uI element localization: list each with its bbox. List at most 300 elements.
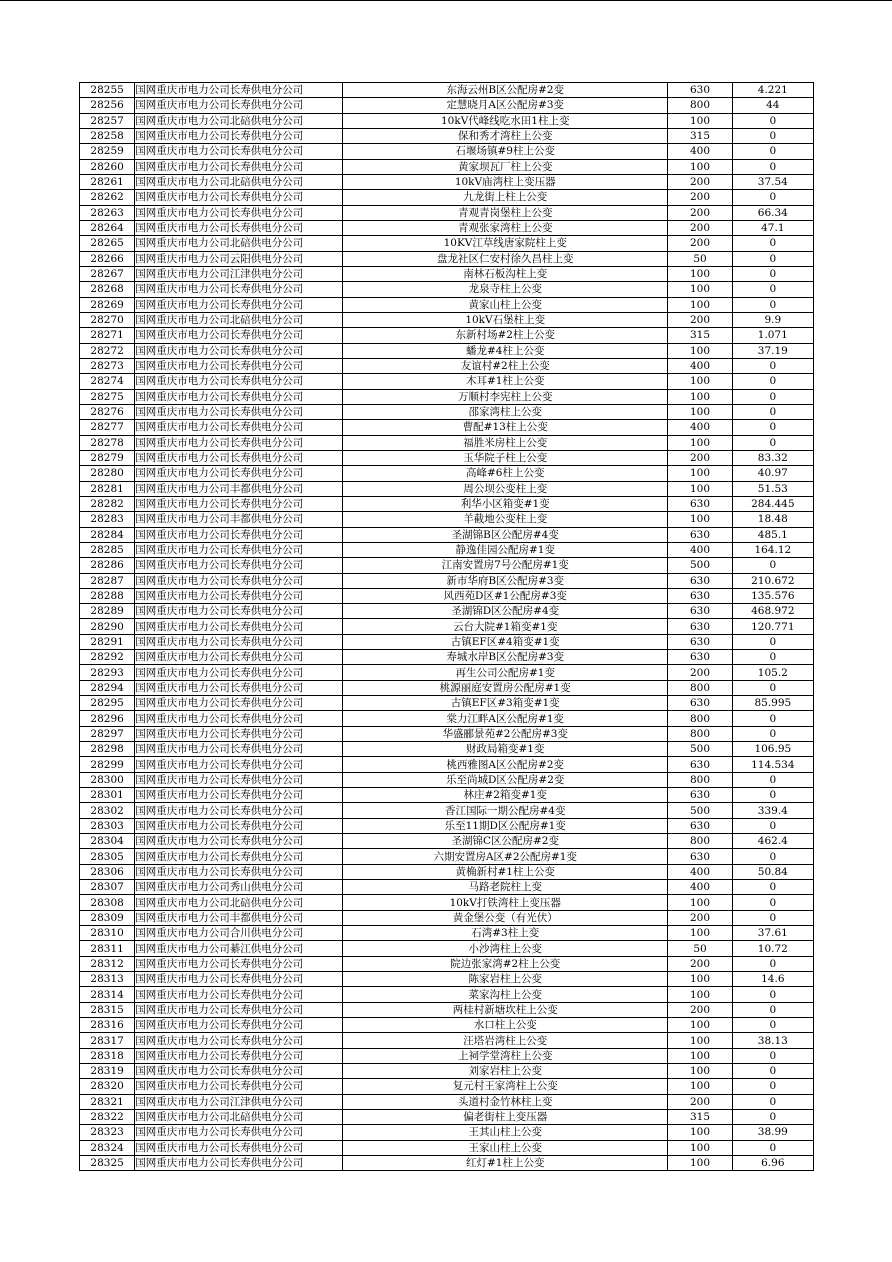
table-row (80, 1125, 814, 1140)
company-name: 国网重庆市电力公司北碚供电分公司 (135, 174, 343, 189)
transformer-name: 定慧晓月A区公配房#3变 (343, 98, 668, 113)
row-id: 28323 (80, 1125, 135, 1140)
row-id: 28300 (80, 772, 135, 787)
table-row (80, 757, 814, 772)
load-value: 0 (732, 113, 813, 128)
capacity-value: 800 (668, 834, 732, 849)
table-row (80, 420, 814, 435)
company-name: 国网重庆市电力公司长寿供电分公司 (135, 128, 343, 143)
table-row (80, 1155, 814, 1170)
company-name: 国网重庆市电力公司丰都供电分公司 (135, 481, 343, 496)
load-value: 0 (732, 880, 813, 895)
load-value: 40.97 (732, 466, 813, 481)
row-id: 28289 (80, 604, 135, 619)
row-id: 28271 (80, 328, 135, 343)
row-id: 28312 (80, 956, 135, 971)
capacity-value: 200 (668, 450, 732, 465)
transformer-name: 10kV石堡柱上变 (343, 312, 668, 327)
transformer-name: 乐至尚城D区公配房#2变 (343, 772, 668, 787)
row-id: 28315 (80, 1002, 135, 1017)
load-value: 38.13 (732, 1033, 813, 1048)
table-row (80, 481, 814, 496)
company-name: 国网重庆市电力公司长寿供电分公司 (135, 542, 343, 557)
capacity-value: 200 (668, 190, 732, 205)
row-id: 28283 (80, 512, 135, 527)
table-row (80, 220, 814, 235)
capacity-value: 50 (668, 941, 732, 956)
transformer-name: 静逸佳园公配房#1变 (343, 542, 668, 557)
row-id: 28261 (80, 174, 135, 189)
load-value: 164.12 (732, 542, 813, 557)
table-row (80, 1018, 814, 1033)
table-row (80, 466, 814, 481)
transformer-name: 寿城水岸B区公配房#3变 (343, 650, 668, 665)
transformer-name: 石湾#3柱上变 (343, 926, 668, 941)
capacity-value: 800 (668, 711, 732, 726)
capacity-value: 630 (668, 650, 732, 665)
load-value: 0 (732, 297, 813, 312)
company-name: 国网重庆市电力公司长寿供电分公司 (135, 1033, 343, 1048)
transformer-name: 蟠龙#4柱上公变 (343, 343, 668, 358)
load-value: 462.4 (732, 834, 813, 849)
load-value: 0 (732, 190, 813, 205)
company-name: 国网重庆市电力公司云阳供电分公司 (135, 251, 343, 266)
load-value: 0 (732, 1018, 813, 1033)
company-name: 国网重庆市电力公司长寿供电分公司 (135, 1155, 343, 1170)
capacity-value: 500 (668, 558, 732, 573)
table-row (80, 680, 814, 695)
capacity-value: 630 (668, 788, 732, 803)
table-row (80, 895, 814, 910)
table-row (80, 772, 814, 787)
row-id: 28279 (80, 450, 135, 465)
transformer-name: 青观张家湾柱上公变 (343, 220, 668, 235)
company-name: 国网重庆市电力公司丰都供电分公司 (135, 910, 343, 925)
capacity-value: 100 (668, 435, 732, 450)
load-value: 85.995 (732, 696, 813, 711)
table-row (80, 665, 814, 680)
company-name: 国网重庆市电力公司长寿供电分公司 (135, 343, 343, 358)
table-row (80, 788, 814, 803)
load-value: 106.95 (732, 742, 813, 757)
transformer-name: 马路老院柱上变 (343, 880, 668, 895)
row-id: 28265 (80, 236, 135, 251)
table-row (80, 588, 814, 603)
company-name: 国网重庆市电力公司长寿供电分公司 (135, 742, 343, 757)
table-row (80, 527, 814, 542)
row-id: 28286 (80, 558, 135, 573)
transformer-name: 玉华院子柱上公变 (343, 450, 668, 465)
capacity-value: 630 (668, 619, 732, 634)
company-name: 国网重庆市电力公司长寿供电分公司 (135, 803, 343, 818)
table-row (80, 496, 814, 511)
row-id: 28258 (80, 128, 135, 143)
capacity-value: 630 (668, 818, 732, 833)
table-row (80, 450, 814, 465)
load-value: 210.672 (732, 573, 813, 588)
row-id: 28292 (80, 650, 135, 665)
row-id: 28297 (80, 726, 135, 741)
table-row (80, 972, 814, 987)
company-name: 国网重庆市电力公司长寿供电分公司 (135, 1125, 343, 1140)
capacity-value: 630 (668, 496, 732, 511)
row-id: 28318 (80, 1048, 135, 1063)
transformer-name: 陈家岩柱上公变 (343, 972, 668, 987)
load-value: 0 (732, 1109, 813, 1124)
table-row (80, 113, 814, 128)
load-value: 0 (732, 1094, 813, 1109)
row-id: 28324 (80, 1140, 135, 1155)
capacity-value: 630 (668, 604, 732, 619)
load-value: 0 (732, 266, 813, 281)
capacity-value: 100 (668, 1018, 732, 1033)
row-id: 28266 (80, 251, 135, 266)
table-row (80, 880, 814, 895)
load-value: 0 (732, 1079, 813, 1094)
company-name: 国网重庆市电力公司长寿供电分公司 (135, 680, 343, 695)
capacity-value: 200 (668, 665, 732, 680)
row-id: 28322 (80, 1109, 135, 1124)
row-id: 28302 (80, 803, 135, 818)
capacity-value: 400 (668, 420, 732, 435)
row-id: 28319 (80, 1064, 135, 1079)
row-id: 28307 (80, 880, 135, 895)
company-name: 国网重庆市电力公司长寿供电分公司 (135, 650, 343, 665)
capacity-value: 800 (668, 726, 732, 741)
transformer-name: 利华小区箱变#1变 (343, 496, 668, 511)
row-id: 28288 (80, 588, 135, 603)
company-name: 国网重庆市电力公司长寿供电分公司 (135, 527, 343, 542)
table-row (80, 696, 814, 711)
company-name: 国网重庆市电力公司长寿供电分公司 (135, 665, 343, 680)
load-value: 120.771 (732, 619, 813, 634)
company-name: 国网重庆市电力公司北碚供电分公司 (135, 895, 343, 910)
company-name: 国网重庆市电力公司长寿供电分公司 (135, 726, 343, 741)
capacity-value: 100 (668, 512, 732, 527)
company-name: 国网重庆市电力公司长寿供电分公司 (135, 1048, 343, 1063)
company-name: 国网重庆市电力公司长寿供电分公司 (135, 1064, 343, 1079)
transformer-name: 福胜米房柱上公变 (343, 435, 668, 450)
table-row (80, 512, 814, 527)
row-id: 28296 (80, 711, 135, 726)
row-id: 28255 (80, 83, 135, 98)
load-value: 0 (732, 128, 813, 143)
company-name: 国网重庆市电力公司江津供电分公司 (135, 1094, 343, 1109)
capacity-value: 100 (668, 374, 732, 389)
load-value: 114.534 (732, 757, 813, 772)
company-name: 国网重庆市电力公司北碚供电分公司 (135, 1109, 343, 1124)
table-row (80, 174, 814, 189)
load-value: 38.99 (732, 1125, 813, 1140)
table-row (80, 987, 814, 1002)
capacity-value: 400 (668, 880, 732, 895)
transformer-name: 六期安置房A区#2公配房#1变 (343, 849, 668, 864)
company-name: 国网重庆市电力公司北碚供电分公司 (135, 113, 343, 128)
transformer-name: 万顺村李宪柱上公变 (343, 389, 668, 404)
transformer-name: 王家山柱上公变 (343, 1140, 668, 1155)
load-value: 0 (732, 956, 813, 971)
capacity-value: 200 (668, 910, 732, 925)
capacity-value: 100 (668, 1033, 732, 1048)
load-value: 284.445 (732, 496, 813, 511)
transformer-name: 棠力江畔A区公配房#1变 (343, 711, 668, 726)
company-name: 国网重庆市电力公司长寿供电分公司 (135, 435, 343, 450)
load-value: 0 (732, 404, 813, 419)
capacity-value: 100 (668, 1125, 732, 1140)
capacity-value: 200 (668, 1002, 732, 1017)
transformer-name: 10kV打铁湾柱上变压器 (343, 895, 668, 910)
row-id: 28277 (80, 420, 135, 435)
table-row (80, 128, 814, 143)
transformer-name: 古镇EF区#4箱变#1变 (343, 634, 668, 649)
capacity-value: 630 (668, 588, 732, 603)
transformer-name: 汪塔岩湾柱上公变 (343, 1033, 668, 1048)
transformer-name: 桃源丽庭安置房公配房#1变 (343, 680, 668, 695)
company-name: 国网重庆市电力公司长寿供电分公司 (135, 619, 343, 634)
load-value: 0 (732, 910, 813, 925)
capacity-value: 100 (668, 1140, 732, 1155)
company-name: 国网重庆市电力公司丰都供电分公司 (135, 512, 343, 527)
company-name: 国网重庆市电力公司长寿供电分公司 (135, 1079, 343, 1094)
row-id: 28320 (80, 1079, 135, 1094)
capacity-value: 200 (668, 174, 732, 189)
transformer-name: 云台大院#1箱变#1变 (343, 619, 668, 634)
row-id: 28314 (80, 987, 135, 1002)
row-id: 28259 (80, 144, 135, 159)
company-name: 国网重庆市电力公司长寿供电分公司 (135, 466, 343, 481)
row-id: 28311 (80, 941, 135, 956)
transformer-name: 石堰场镇#9柱上公变 (343, 144, 668, 159)
row-id: 28262 (80, 190, 135, 205)
capacity-value: 630 (668, 634, 732, 649)
capacity-value: 100 (668, 297, 732, 312)
capacity-value: 100 (668, 481, 732, 496)
transformer-name: 复元村王家湾柱上公变 (343, 1079, 668, 1094)
table-row (80, 83, 814, 98)
row-id: 28309 (80, 910, 135, 925)
load-value: 0 (732, 420, 813, 435)
table-row (80, 1140, 814, 1155)
transformer-name: 黄家山柱上公变 (343, 297, 668, 312)
transformer-name: 香江国际一期公配房#4变 (343, 803, 668, 818)
capacity-value: 500 (668, 803, 732, 818)
row-id: 28275 (80, 389, 135, 404)
load-value: 18.48 (732, 512, 813, 527)
company-name: 国网重庆市电力公司长寿供电分公司 (135, 1018, 343, 1033)
company-name: 国网重庆市电力公司长寿供电分公司 (135, 864, 343, 879)
load-value: 4.221 (732, 83, 813, 98)
table-row (80, 190, 814, 205)
table-row (80, 619, 814, 634)
transformer-name: 圣湖锦B区公配房#4变 (343, 527, 668, 542)
company-name: 国网重庆市电力公司长寿供电分公司 (135, 496, 343, 511)
capacity-value: 630 (668, 696, 732, 711)
transformer-name: 江南安置房7号公配房#1变 (343, 558, 668, 573)
transformer-name: 南林石板沟柱上变 (343, 266, 668, 281)
load-value: 37.54 (732, 174, 813, 189)
transformer-name: 九龙街上柱上公变 (343, 190, 668, 205)
transformer-name: 桃西雅图A区公配房#2变 (343, 757, 668, 772)
load-value: 0 (732, 358, 813, 373)
capacity-value: 630 (668, 849, 732, 864)
load-value: 135.576 (732, 588, 813, 603)
transformer-name: 上祠学堂湾柱上公变 (343, 1048, 668, 1063)
capacity-value: 100 (668, 1064, 732, 1079)
load-value: 0 (732, 389, 813, 404)
company-name: 国网重庆市电力公司长寿供电分公司 (135, 834, 343, 849)
load-value: 0 (732, 251, 813, 266)
load-value: 50.84 (732, 864, 813, 879)
table-row (80, 404, 814, 419)
company-name: 国网重庆市电力公司长寿供电分公司 (135, 956, 343, 971)
load-value: 0 (732, 1048, 813, 1063)
capacity-value: 100 (668, 282, 732, 297)
row-id: 28321 (80, 1094, 135, 1109)
row-id: 28272 (80, 343, 135, 358)
load-value: 9.9 (732, 312, 813, 327)
row-id: 28256 (80, 98, 135, 113)
company-name: 国网重庆市电力公司长寿供电分公司 (135, 220, 343, 235)
row-id: 28294 (80, 680, 135, 695)
load-value: 0 (732, 374, 813, 389)
table-row (80, 159, 814, 174)
capacity-value: 100 (668, 343, 732, 358)
transformer-name: 院边张家湾#2柱上公变 (343, 956, 668, 971)
capacity-value: 100 (668, 1079, 732, 1094)
company-name: 国网重庆市电力公司綦江供电分公司 (135, 941, 343, 956)
capacity-value: 100 (668, 404, 732, 419)
transformer-name: 财政局箱变#1变 (343, 742, 668, 757)
table-row (80, 910, 814, 925)
transformer-name: 菜家沟柱上公变 (343, 987, 668, 1002)
company-name: 国网重庆市电力公司长寿供电分公司 (135, 849, 343, 864)
table-row (80, 711, 814, 726)
load-value: 44 (732, 98, 813, 113)
row-id: 28280 (80, 466, 135, 481)
table-row (80, 742, 814, 757)
transformer-name: 10kV庙湾柱上变压器 (343, 174, 668, 189)
row-id: 28301 (80, 788, 135, 803)
transformer-name: 周公坝公变柱上变 (343, 481, 668, 496)
transformer-name: 黄桷新村#1柱上公变 (343, 864, 668, 879)
capacity-value: 100 (668, 895, 732, 910)
load-value: 14.6 (732, 972, 813, 987)
capacity-value: 200 (668, 312, 732, 327)
company-name: 国网重庆市电力公司长寿供电分公司 (135, 190, 343, 205)
load-value: 0 (732, 236, 813, 251)
table-row (80, 1048, 814, 1063)
capacity-value: 100 (668, 972, 732, 987)
capacity-value: 630 (668, 83, 732, 98)
transformer-name: 再生公司公配房#1变 (343, 665, 668, 680)
row-id: 28281 (80, 481, 135, 496)
load-value: 0 (732, 1140, 813, 1155)
transformer-name: 风西苑D区#1公配房#3变 (343, 588, 668, 603)
capacity-value: 800 (668, 772, 732, 787)
row-id: 28313 (80, 972, 135, 987)
table-row (80, 435, 814, 450)
transformer-name: 王其山柱上公变 (343, 1125, 668, 1140)
capacity-value: 200 (668, 205, 732, 220)
row-id: 28299 (80, 757, 135, 772)
table-row (80, 374, 814, 389)
row-id: 28325 (80, 1155, 135, 1170)
company-name: 国网重庆市电力公司长寿供电分公司 (135, 144, 343, 159)
capacity-value: 315 (668, 128, 732, 143)
transformer-name: 水口柱上公变 (343, 1018, 668, 1033)
table-row (80, 328, 814, 343)
transformer-name: 华盛郦景苑#2公配房#3变 (343, 726, 668, 741)
table-row (80, 251, 814, 266)
capacity-value: 630 (668, 757, 732, 772)
row-id: 28287 (80, 573, 135, 588)
row-id: 28274 (80, 374, 135, 389)
load-value: 6.96 (732, 1155, 813, 1170)
load-value: 0 (732, 144, 813, 159)
company-name: 国网重庆市电力公司长寿供电分公司 (135, 297, 343, 312)
company-name: 国网重庆市电力公司长寿供电分公司 (135, 588, 343, 603)
row-id: 28273 (80, 358, 135, 373)
load-value: 0 (732, 849, 813, 864)
company-name: 国网重庆市电力公司长寿供电分公司 (135, 772, 343, 787)
capacity-value: 100 (668, 926, 732, 941)
table-row (80, 312, 814, 327)
capacity-value: 100 (668, 266, 732, 281)
table-row (80, 834, 814, 849)
load-value: 0 (732, 159, 813, 174)
table-row (80, 144, 814, 159)
row-id: 28270 (80, 312, 135, 327)
company-name: 国网重庆市电力公司长寿供电分公司 (135, 98, 343, 113)
table-row (80, 634, 814, 649)
capacity-value: 100 (668, 1048, 732, 1063)
company-name: 国网重庆市电力公司江津供电分公司 (135, 266, 343, 281)
row-id: 28276 (80, 404, 135, 419)
company-name: 国网重庆市电力公司长寿供电分公司 (135, 159, 343, 174)
table-row (80, 849, 814, 864)
company-name: 国网重庆市电力公司长寿供电分公司 (135, 711, 343, 726)
company-name: 国网重庆市电力公司长寿供电分公司 (135, 987, 343, 1002)
capacity-value: 315 (668, 1109, 732, 1124)
table-row (80, 1109, 814, 1124)
transformer-name: 圣湖锦D区公配房#4变 (343, 604, 668, 619)
table-row (80, 803, 814, 818)
load-value: 66.34 (732, 205, 813, 220)
table-row (80, 1094, 814, 1109)
load-value: 47.1 (732, 220, 813, 235)
company-name: 国网重庆市电力公司长寿供电分公司 (135, 328, 343, 343)
transformer-name: 古镇EF区#3箱变#1变 (343, 696, 668, 711)
capacity-value: 630 (668, 573, 732, 588)
load-value: 468.972 (732, 604, 813, 619)
capacity-value: 800 (668, 98, 732, 113)
row-id: 28293 (80, 665, 135, 680)
load-value: 0 (732, 435, 813, 450)
table-row (80, 604, 814, 619)
transformer-name: 高峰#6柱上公变 (343, 466, 668, 481)
row-id: 28282 (80, 496, 135, 511)
table-row (80, 926, 814, 941)
table-row (80, 542, 814, 557)
load-value: 0 (732, 558, 813, 573)
row-id: 28317 (80, 1033, 135, 1048)
row-id: 28291 (80, 634, 135, 649)
transformer-name: 羊截地公变柱上变 (343, 512, 668, 527)
load-value: 0 (732, 634, 813, 649)
row-id: 28268 (80, 282, 135, 297)
company-name: 国网重庆市电力公司长寿供电分公司 (135, 818, 343, 833)
transformer-name: 刘家岩柱上公变 (343, 1064, 668, 1079)
